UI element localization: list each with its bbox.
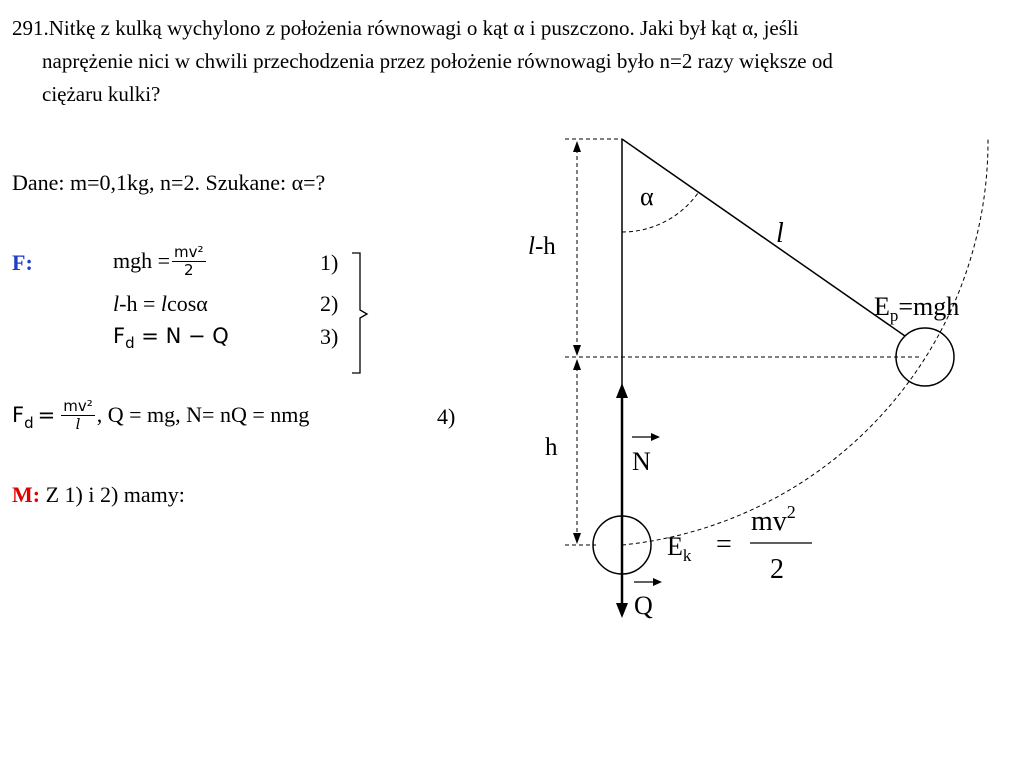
l-minus-h-label: l-h [528,233,556,260]
h-arrow-top [573,359,581,370]
weight-label: Q [634,591,653,620]
physics-label: F: [12,250,33,275]
problem-line-3: ciężaru kulki? [42,82,161,106]
eq4-eq: = [37,403,56,427]
eq4-numerator: mv² [63,396,93,415]
given-data: Dane: m=0,1kg, n=2. Szukane: α=? [12,170,326,195]
kinetic-energy-equals: = [716,529,732,560]
l-minus-h-arrow-top [573,141,581,152]
alpha-label: α [640,182,654,211]
angle-arc [622,193,698,232]
eq3-tag: 3) [320,324,339,349]
eq3-f: F [113,324,126,348]
kinetic-energy-numerator: $mv^2$ [751,502,796,537]
eq2-l2: l [160,291,167,316]
string-length-label: l [776,218,784,249]
h-arrow-bottom [573,533,581,544]
kinetic-energy-denominator: 2 [770,554,784,585]
n-vector-bar-head [651,433,660,441]
eq4-sub: d [24,414,34,432]
eq4-rest: , Q = mg, N= nQ = nmg [96,402,310,427]
eq1-tag: 1) [320,250,339,275]
eq3-rest: = N − Q [134,324,229,348]
eq3-sub: d [125,334,135,353]
swing-arc [622,139,988,545]
h-label: h [545,434,558,461]
eq1-denominator: 2 [184,260,194,279]
eq4-denominator: l [75,414,81,433]
tension-vector-head [616,383,628,398]
eq1-lhs: mgh = [113,248,171,273]
eq2-tag: 2) [320,291,339,316]
tension-label: N [632,447,651,476]
eq2-mid: -h = [119,291,161,316]
eq4-f: F [12,403,25,427]
problem-line-1: 291.Nitkę z kulką wychylono z położenia równowagi o kąt α i puszczono. Jaki był kąt α, jeśli [12,16,799,40]
problem-line-2: naprężenie nici w chwili przechodzenia przez położenie równowagi było n=2 razy większe od [42,49,833,73]
q-vector-bar-head [653,578,662,586]
math-label: M: [12,482,41,507]
weight-vector-head [616,603,628,618]
math-text: Z 1) i 2) mamy: [40,482,185,507]
eq1-numerator: mv² [174,242,204,261]
l-minus-h-arrow-bottom [573,345,581,356]
kinetic-energy-e: $E_k$ [667,532,692,565]
eq4-tag: 4) [437,404,456,429]
eq2-l: l [113,291,120,316]
deflected-string [622,139,905,336]
eq2-rest: cosα [166,291,208,316]
potential-energy-label: $E_p=mgh$ [874,292,960,325]
